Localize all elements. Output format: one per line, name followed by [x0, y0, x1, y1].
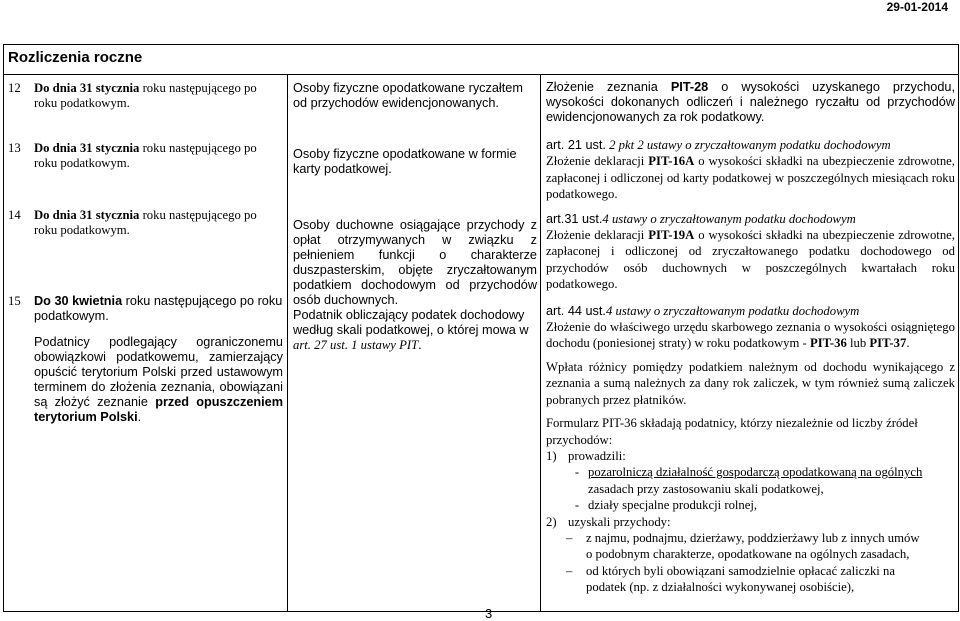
deadline-text: Do dnia 31 stycznia roku następującego po roku podatkowym. [34, 208, 257, 237]
deadline-text: Do 30 kwietnia roku następującego po roku podatkowym. [34, 294, 283, 323]
list-item-1: 1) prowadzili: [546, 448, 626, 463]
departure-note: Podatnicy podlegający ograniczonemu obowiązkowi podatkowemu, zamierzający opuścić terytorium Polski przed ustawowym terminem do złożenia zeznania, obowiązani są złożyć zeznanie przed opuszczeniem terytorium Polski. [34, 335, 283, 424]
item-number: 13 [8, 141, 21, 155]
sub-item-business: - pozarolniczą działalność gospodarczą opodatkowaną na ogólnych zasadach przy zastosowaniu skali podatkowej, [574, 465, 923, 496]
item-number: 12 [8, 81, 21, 95]
legal-ref-15: art. 44 ust.4 ustawy o zryczałtowanym podatku dochodowym [546, 303, 860, 318]
obligation-12: Złożenie zeznania PIT-28 o wysokości uzyskanego przychodu, wysokości dokonanych odliczeń i należnego ryczałtu od przychodów ewidencjonowanych za rok podatkowy. [546, 80, 955, 124]
sub-item-self-paid-advances: – od których byli obowiązani samodzielnie opłacać zaliczki na podatek (np. z działalności wykonywanej osobiście), [566, 563, 895, 595]
item-number: 15 [8, 294, 21, 308]
deadline-column [4, 75, 288, 612]
deadline-item-13 [8, 141, 283, 171]
taxpayer-15: Podatnik obliczający podatek dochodowy według skali podatkowej, o której mowa w art. 27 ust. 1 ustawy PIT. [293, 308, 529, 352]
table-title: Rozliczenia roczne [4, 45, 959, 75]
sub-item-agriculture: - działy specjalne produkcji rolnej, [574, 498, 758, 513]
item-number: 14 [8, 208, 21, 222]
pit36-intro: Formularz PIT-36 składają podatnicy, którzy niezależnie od liczby źródeł przychodów: [546, 416, 918, 447]
deadline-item-15 [8, 294, 283, 425]
deadline-item-12 [8, 81, 283, 111]
sub-item-rental: – z najmu, podnajmu, dzierżawy, poddzierżawy lub z innych umów o podobnym charakterze, opodatkowane na ogólnych zasadach, [566, 530, 920, 562]
page-number: 3 [485, 606, 493, 621]
legal-ref-14: art.31 ust.4 ustawy o zryczałtowanym podatku dochodowym [546, 211, 856, 226]
obligation-column [541, 75, 959, 612]
deadline-item-14 [8, 208, 283, 238]
legal-ref-13: art. 21 ust. 2 pkt 2 ustawy o zryczałtowanym podatku dochodowym [546, 138, 891, 152]
obligation-13: Złożenie deklaracji PIT-16A o wysokości składki na ubezpieczenie zdrowotne, zapłaconej i odliczonej od karty podatkowej w poszczególnych miesiącach roku podatkowego. [546, 154, 955, 202]
list-item-2: 2) uzyskali przychody: [546, 514, 671, 529]
table-content-row [4, 75, 959, 612]
deadline-text: Do dnia 31 stycznia roku następującego po roku podatkowym. [34, 141, 257, 170]
deadline-text: Do dnia 31 stycznia roku następującego po roku podatkowym. [34, 81, 257, 110]
header-date: 29-01-2014 [886, 0, 948, 14]
settlements-table [3, 44, 959, 612]
taxpayer-column [288, 75, 541, 612]
taxpayer-12: Osoby fizyczne opodatkowane ryczałtem od przychodów ewidencjonowanych. [293, 81, 523, 110]
tax-difference-payment: Wpłata różnicy pomiędzy podatkiem należnym od dochodu wynikającego z zeznania a sumą należnych za dany rok zaliczek, w tym również sumą zaliczek pobranych przez płatników. [546, 359, 955, 407]
taxpayer-13: Osoby fizyczne opodatkowane w formie karty podatkowej. [293, 147, 517, 176]
table-title-row [4, 45, 959, 75]
obligation-15: Złożenie do właściwego urzędu skarbowego zeznania o wysokości osiągniętego dochodu (poniesionej straty) w roku podatkowym - PIT-36 lub PIT-37. [546, 320, 955, 351]
taxpayer-14: Osoby duchowne osiągające przychody z opłat otrzymywanych w związku z pełnieniem funkcji o charakterze duszpasterskim, objęte zryczałtowanym podatkiem dochodowym od przychodów osób duchownych. [293, 218, 537, 307]
obligation-14: Złożenie deklaracji PIT-19A o wysokości składki na ubezpieczenie zdrowotne, zapłaconej i odliczonej od zryczałtowanego podatku dochodowego od przychodów osób duchownych w poszczególnych kwartałach roku podatkowego. [546, 228, 955, 292]
